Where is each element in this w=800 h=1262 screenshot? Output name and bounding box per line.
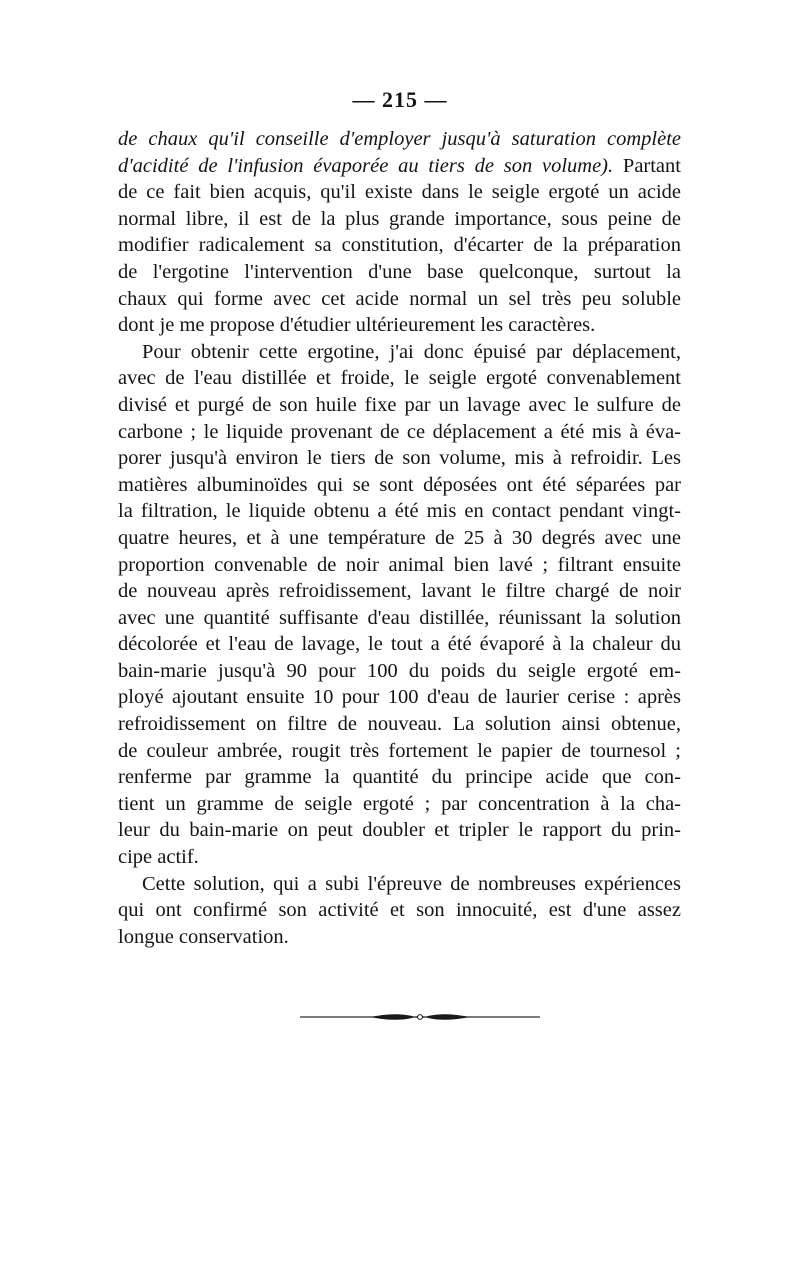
text-line: ployé ajoutant ensuite 10 pour 100 d'eau de laurier cerise : après <box>118 686 681 709</box>
text-line: bain-marie jusqu'à 90 pour 100 du poids du seigle ergoté em- <box>118 659 681 682</box>
text-line: de couleur ambrée, rougit très fortement le papier de tournesol ; <box>118 739 681 762</box>
text-line: porer jusqu'à environ le tiers de son volume, mis à refroidir. Les <box>118 447 681 470</box>
text-line: normal libre, il est de la plus grande importance, sous peine de <box>118 207 681 230</box>
text-line: refroidissement on filtre de nouveau. La solution ainsi obtenue, <box>118 713 681 736</box>
text-line: la filtration, le liquide obtenu a été mis en contact pendant vingt- <box>118 500 681 523</box>
text-line: de l'ergotine l'intervention d'une base quelconque, surtout la <box>118 260 681 283</box>
text-line: chaux qui forme avec cet acide normal un sel très peu soluble <box>118 287 681 310</box>
text-line: carbone ; le liquide provenant de ce déplacement a été mis à éva- <box>118 420 681 443</box>
text-line: cipe actif. <box>118 846 199 869</box>
text-line: longue conservation. <box>118 925 289 948</box>
body-text <box>118 126 681 950</box>
text-line: renferme par gramme la quantité du principe acide que con- <box>118 766 681 789</box>
text-line: Cette solution, qui a subi l'épreuve de nombreuses expériences <box>142 872 681 895</box>
text-line: qui ont confirmé son activité et son innocuité, est d'une assez <box>118 899 681 922</box>
text-line: décolorée et l'eau de lavage, le tout a été évaporé à la chaleur du <box>118 633 681 656</box>
text-line: dont je me propose d'étudier ultérieurement les caractères. <box>118 314 596 337</box>
text-line: de nouveau après refroidissement, lavant le filtre chargé de noir <box>118 580 681 603</box>
text-line: leur du bain-marie on peut doubler et tripler le rapport du prin- <box>118 819 681 842</box>
text-line: avec de l'eau distillée et froide, le seigle ergoté convenablement <box>118 367 681 390</box>
text-line: proportion convenable de noir animal bien lavé ; filtrant ensuite <box>118 553 681 576</box>
text-line: tient un gramme de seigle ergoté ; par concentration à la cha- <box>118 792 681 815</box>
text-line: Pour obtenir cette ergotine, j'ai donc épuisé par déplacement, <box>142 340 681 363</box>
text-fragment: Partant <box>613 154 681 177</box>
italic-phrase: d'acidité de l'infusion évaporée au tiers de son volume). <box>118 154 614 177</box>
text-line: quatre heures, et à une température de 25 à 30 degrés avec une <box>118 526 681 549</box>
text-line: matières albuminoïdes qui se sont déposées ont été séparées par <box>118 473 681 496</box>
end-ornament <box>300 1010 540 1024</box>
text-line: modifier radicalement sa constitution, d'écarter de la préparation <box>118 234 681 257</box>
text-line: divisé et purgé de son huile fixe par un lavage avec le sulfure de <box>118 393 681 416</box>
page-number: — 215 — <box>352 87 448 112</box>
text-line <box>118 153 681 180</box>
text-line: de chaux qu'il conseille d'employer jusqu'à saturation complète <box>118 128 681 150</box>
text-line: avec une quantité suffisante d'eau distillée, réunissant la solution <box>118 606 681 629</box>
text-line: de ce fait bien acquis, qu'il existe dans le seigle ergoté un acide <box>118 181 681 204</box>
